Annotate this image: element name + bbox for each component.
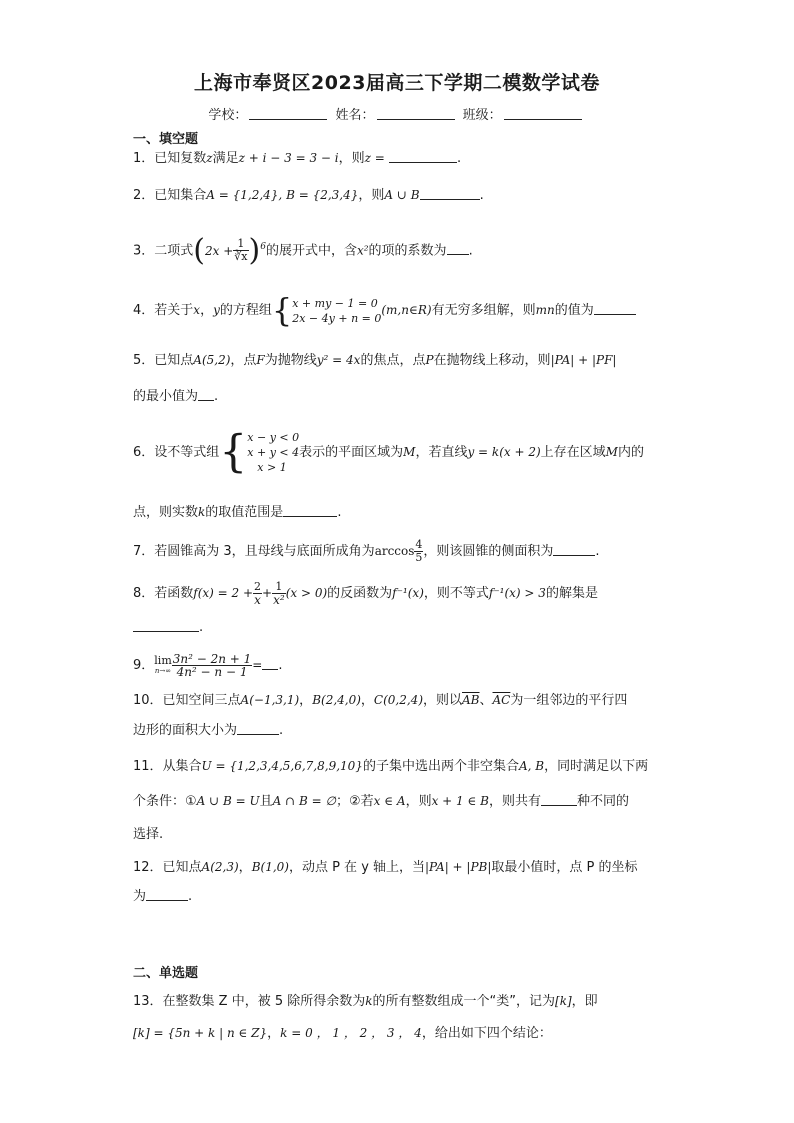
answer-blank[interactable] <box>420 187 480 200</box>
fraction: $\frac{2}{x}$ <box>254 580 262 607</box>
class-blank[interactable] <box>504 107 582 120</box>
question-6-line-2: 点，则实数k的取值范围是 . <box>133 505 342 520</box>
section-fill-blank-heading: 一、填空题 <box>133 132 199 147</box>
fraction: $\frac{4}{5}$ <box>415 538 423 564</box>
inequality-system: x − y < 0 x + y < 4 x > 1 <box>247 431 300 474</box>
question-10: 10．已知空间三点A(−1,3,1)，B(2,4,0)，C(0,2,4)，则以$\overline{AB}$、$\overline{AC}$为一组邻边的平行四 <box>133 693 628 708</box>
question-11: 11．从集合U = {1,2,3,4,5,6,7,8,9,10}的子集中选出两个非空集合A, B，同时满足以下两 <box>133 759 649 774</box>
question-13: 13．在整数集 Z 中，被 5 除所得余数为k的所有整数组成一个“类”，记为[k]，即 <box>133 994 598 1009</box>
question-8-line-2: . <box>133 618 203 638</box>
answer-blank[interactable] <box>553 543 595 556</box>
section-single-choice-heading: 二、单选题 <box>133 966 199 981</box>
question-5-line-2: 的最小值为 . <box>133 389 219 404</box>
answer-blank[interactable] <box>133 619 199 632</box>
question-8: 8．若函数f(x) = 2 + $\frac{2}{x}$ + $\frac{1}{\text{x²}}$ (x > 0)的反函数为f⁻¹(x)，则不等式f⁻¹(x) > 3的解集是 <box>133 580 598 607</box>
class-label: 班级： <box>462 108 502 123</box>
question-5: 5．已知点A(5,2)，点F为抛物线y² = 4x的焦点，点P在抛物线上移动，则|PA| + |PF| <box>133 353 617 368</box>
question-12-line-2: 为 . <box>133 889 193 904</box>
question-3: 3．二项式(2x + $\frac{1}{∛x}$ )$^6$的展开式中，含x²的项的系数为 . <box>133 232 473 268</box>
answer-blank[interactable] <box>146 888 188 901</box>
question-7: 7．若圆锥高为 3，且母线与底面所成角为arccos $\frac{4}{5}$ ，则该圆锥的侧面积为 . <box>133 538 600 564</box>
question-1: 1．已知复数z满足z + i − 3 = 3 − i，则z = . <box>133 151 462 166</box>
answer-blank[interactable] <box>237 722 279 735</box>
student-info-line <box>0 104 794 123</box>
fraction: $\frac{1}{∛x}$ <box>234 237 248 264</box>
school-label: 学校： <box>208 108 248 123</box>
answer-blank[interactable] <box>389 150 457 163</box>
answer-blank[interactable] <box>594 302 636 315</box>
question-10-line-2: 边形的面积大小为 . <box>133 723 284 738</box>
fraction: $\frac{1}{\text{x²}}$ <box>273 580 285 607</box>
answer-blank[interactable] <box>447 242 469 255</box>
question-4: 4．若关于x，y的方程组{ x + my − 1 = 0 2x − 4y + n = 0 (m,n∈R)有无穷多组解，则mn的值为 <box>133 290 636 331</box>
question-2: 2．已知集合A = {1,2,4}, B = {2,3,4}，则A ∪ B . <box>133 188 484 203</box>
name-blank[interactable] <box>377 107 455 120</box>
question-13-line-2: [k] = {5n + k | n ∈ Z}，k = 0 ， 1 ， 2 ， 3 ， 4，给出如下四个结论： <box>133 1026 552 1041</box>
answer-blank[interactable] <box>541 793 577 806</box>
question-9: 9． lim n→∞ $\frac{\text{3n² − 2n + 1}}{\text{4n² − n − 1}}$ = . <box>133 652 283 679</box>
answer-blank[interactable] <box>283 504 337 517</box>
answer-blank[interactable] <box>262 657 278 670</box>
school-blank[interactable] <box>249 107 327 120</box>
exam-title: 上海市奉贤区2023届高三下学期二模数学试卷 <box>194 72 600 94</box>
question-12: 12．已知点A(2,3)，B(1,0)，动点 P 在 y 轴上，当|PA| + |PB|取最小值时，点 P 的坐标 <box>133 860 638 875</box>
fraction: $\frac{\text{3n² − 2n + 1}}{\text{4n² − n − 1}}$ <box>172 652 252 679</box>
question-6: 6．设不等式组{ x − y < 0 x + y < 4 x > 1 表示的平面区域为M，若直线y = k(x + 2)上存在区域M内的 <box>133 426 644 478</box>
question-11-line-2: 个条件：①A ∪ B = U且A ∩ B = ∅；②若x ∈ A，则x + 1 ∈ B，则共有 种不同的 <box>133 794 630 809</box>
name-label: 姓名： <box>335 108 375 123</box>
answer-blank[interactable] <box>198 388 214 401</box>
question-11-line-3: 选择. <box>133 827 164 842</box>
equation-system: x + my − 1 = 0 2x − 4y + n = 0 <box>292 296 382 325</box>
